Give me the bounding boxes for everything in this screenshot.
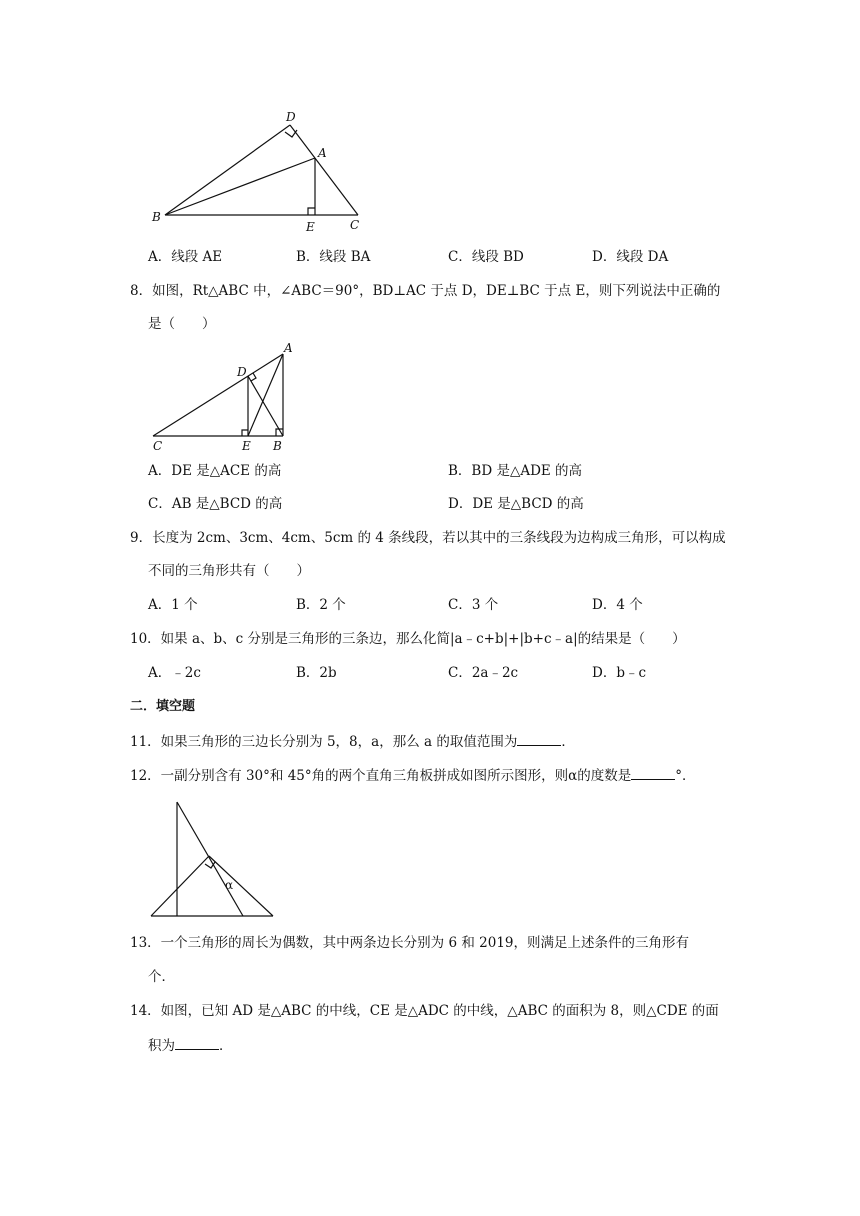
q11-answer-blank[interactable] [517,731,561,746]
q14-end: ． [219,1038,233,1054]
q12-answer-blank[interactable] [631,765,675,780]
fig8-label-a: A [284,341,293,355]
q10-stem: 10．如果 a、b、c 分别是三角形的三条边，那么化简|a﹣c+b|+|b+c﹣a|的结果是（ ） [130,631,686,647]
q14-text: 积为 [148,1038,175,1054]
fig7-label-c: C [350,218,360,232]
q9-option-c: C．3 个 [448,597,499,613]
q8-stem-line2: 是（ ） [148,316,216,332]
q10-option-d: D．b﹣c [592,665,647,681]
fig12-label-alpha: α [225,878,234,892]
q10-option-a: A．﹣2c [148,665,201,681]
fig8-label-e: E [242,439,251,453]
q12-end: °． [675,768,696,784]
q14-stem-line2 [148,1035,233,1056]
q12-stem [130,765,695,786]
fig8-label-d: D [237,365,247,379]
q13-stem-line1: 13．一个三角形的周长为偶数，其中两条边长分别为 6 和 2019，则满足上述条件的三角形有 [130,935,689,951]
fig7-label-b: B [152,210,161,224]
q9-stem-line1: 9．长度为 2cm、3cm、4cm、5cm 的 4 条线段，若以其中的三条线段为边构成三角形，可以构成 [130,530,726,546]
fig7-label-a: A [318,146,327,160]
q9-stem-line2: 不同的三角形共有（ ） [148,563,310,579]
q8-option-d: D．DE 是△BCD 的高 [448,496,584,512]
q8-option-b: B．BD 是△ADE 的高 [448,463,583,479]
q11-text: 11．如果三角形的三边长分别为 5，8，a，那么 a 的取值范围为 [130,734,518,750]
q7-option-b: B．线段 BA [296,249,371,265]
fig8-label-b: B [273,439,282,453]
fig7-label-e: E [306,220,315,234]
q8-option-c: C．AB 是△BCD 的高 [148,496,283,512]
section-heading: 二．填空题 [130,699,196,714]
q14-answer-blank[interactable] [175,1035,219,1050]
q11-stem [130,731,575,752]
q12-text: 12．一副分别含有 30°和 45°角的两个直角三角板拼成如图所示图形，则α的度数是 [130,768,632,784]
q8-option-a: A．DE 是△ACE 的高 [148,463,282,479]
q7-option-c: C．线段 BD [448,249,524,265]
q7-option-a: A．线段 AE [148,249,223,265]
q7-option-d: D．线段 DA [592,249,669,265]
q9-option-a: A．1 个 [148,597,198,613]
fig7-label-d: D [286,110,296,124]
q13-stem-line2: 个． [148,969,175,985]
q10-option-c: C．2a﹣2c [448,665,519,681]
figure-q8 [145,340,305,455]
q11-end: ． [561,734,575,750]
figure-q12 [145,798,285,923]
q14-stem-line1: 14．如图，已知 AD 是△ABC 的中线，CE 是△ADC 的中线，△ABC 的面积为 8，则△CDE 的面 [130,1003,719,1019]
q10-option-b: B．2b [296,665,337,681]
q8-stem-line1: 8．如图，Rt△ABC 中，∠ABC＝90°，BD⊥AC 于点 D，DE⊥BC 于点 E，则下列说法中正确的 [130,283,721,299]
q9-option-b: B．2 个 [296,597,346,613]
figure-q7 [140,105,380,240]
q9-option-d: D．4 个 [592,597,643,613]
fig8-label-c: C [153,439,163,453]
